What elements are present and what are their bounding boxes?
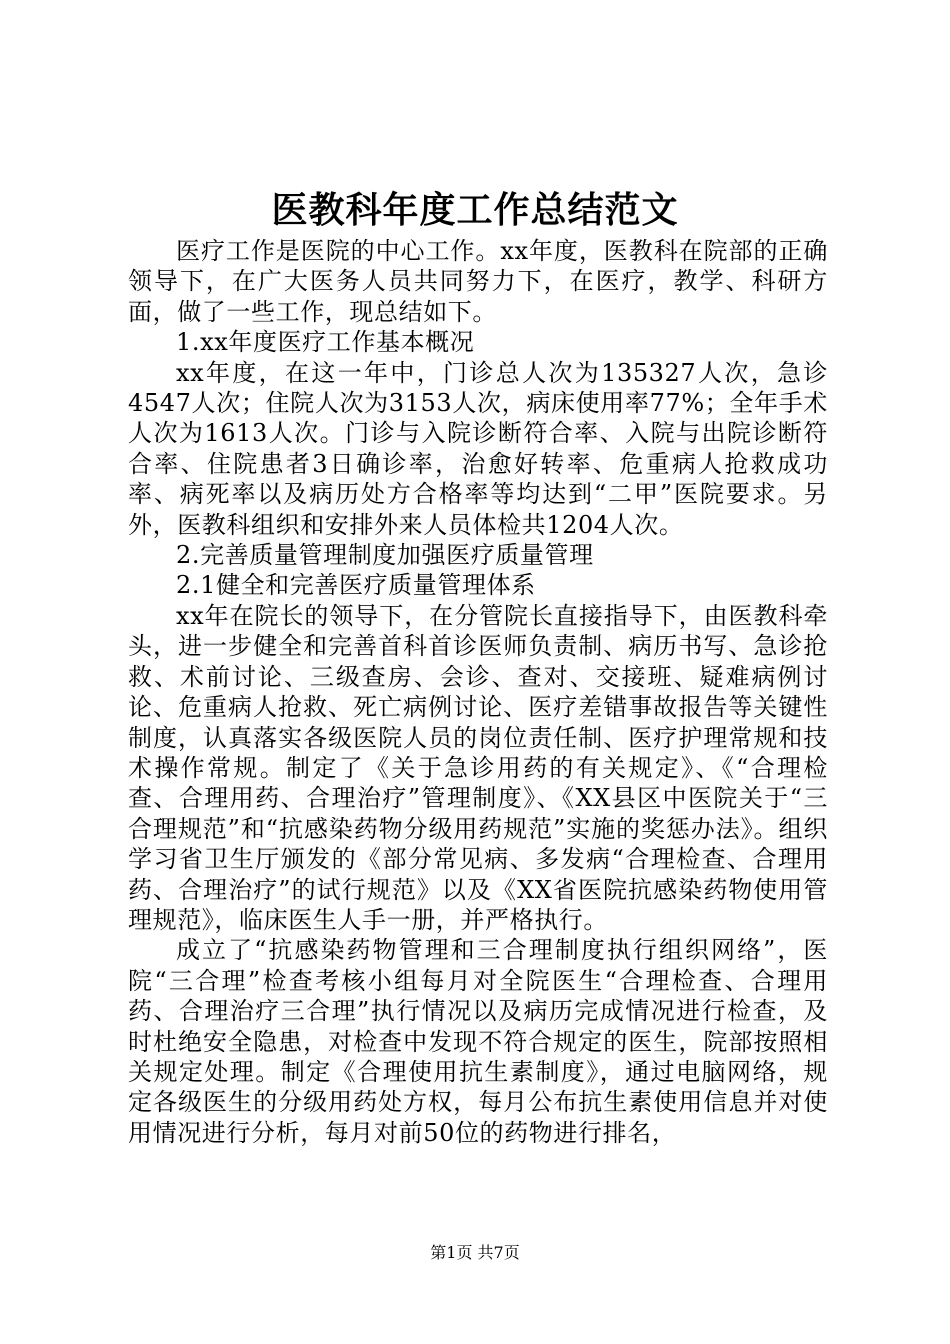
heading-section-1: 1.xx年度医疗工作基本概况 [176,328,475,357]
document-body [128,236,828,1148]
paragraph-quality-system: xx年在院长的领导下，在分管院长直接指导下，由医教科牵头，进一步健全和完善首科首诊医师负责制、病历书写、急诊抢救、术前讨论、三级查房、会诊、查对、交接班、疑难病例讨论、危重病人抢救、死亡病例讨论、医疗差错事故报告等关键性制度，认真落实各级医院人员的岗位责任制、医疗护理常规和技术操作常规。制定了《关于急诊用药的有关规定》、《“合理检查、合理用药、合理治疗”管理制度》、《XX县区中医院关于“三合理规范”和“抗感染药物分级用药规范”实施的奖惩办法》。组织学习省卫生厅颁发的《部分常见病、多发病“合理检查、合理用药、合理治疗”的试行规范》以及《XX省医院抗感染药物使用管理规范》，临床医生人手一册，并严格执行。 [128,601,828,934]
paragraph-intro: 医疗工作是医院的中心工作。xx年度，医教科在院部的正确领导下，在广大医务人员共同努力下，在医疗，教学、科研方面，做了一些工作，现总结如下。 [128,237,828,326]
heading-section-2-1: 2.1健全和完善医疗质量管理体系 [176,571,536,600]
page-footer: 第1页 共7页 [430,1243,520,1262]
page-title: 医教科年度工作总结范文 [271,189,679,231]
paragraph-statistics: xx年度，在这一年中，门诊总人次为135327人次，急诊4547人次；住院人次为3153人次，病床使用率77%；全年手术人次为1613人次。门诊与入院诊断符合率、入院与出院诊断符合率、住院患者3日确诊率，治愈好转率、危重病人抢救成功率、病死率以及病历处方合格率等均达到“二甲”医院要求。另外，医教科组织和安排外来人员体检共1204人次。 [128,358,828,539]
heading-section-2: 2.完善质量管理制度加强医疗质量管理 [176,541,594,570]
paragraph-network: 成立了“抗感染药物管理和三合理制度执行组织网络”，医院“三合理”检查考核小组每月对全院医生“合理检查、合理用药、合理治疗三合理”执行情况以及病历完成情况进行检查，及时杜绝安全隐患，对检查中发现不符合规定的医生，院部按照相关规定处理。制定《合理使用抗生素制度》，通过电脑网络，规定各级医生的分级用药处方权，每月公布抗生素使用信息并对使用情况进行分析，每月对前50位的药物进行排名， [128,936,828,1147]
